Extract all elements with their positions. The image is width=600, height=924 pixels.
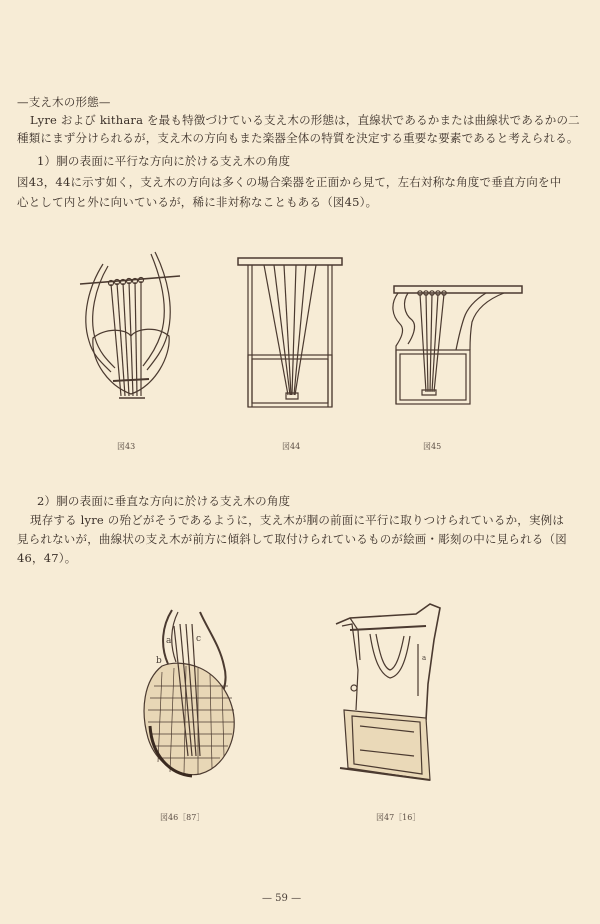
figure-46-lyre-shell bbox=[140, 606, 260, 784]
intro-line-1: Lyre および kithara を最も特徴づけている支え木の形態は，直線状であるかまたは曲線状であるかの二 bbox=[30, 113, 580, 127]
fig46-label-c: c bbox=[196, 634, 202, 644]
subsection-2-line-1: 現存する lyre の殆どがそうであるように，支え木が胴の前面に平行に取りつけられているか，実例は bbox=[30, 513, 565, 527]
subsection-2-line-3: 46，47）。 bbox=[17, 551, 77, 565]
caption-fig43: 図43 bbox=[117, 442, 136, 451]
subsection-1-line-1: 図43，44に示す如く，支え木の方向は多くの場合楽器を正面から見て，左右対称な角度で垂直方向を中 bbox=[17, 175, 562, 189]
fig46-label-a: a bbox=[166, 636, 172, 646]
section-title: —支え木の形態— bbox=[17, 95, 111, 109]
caption-fig47: 図47［16］ bbox=[376, 813, 421, 822]
figure-47-kithara-side bbox=[330, 600, 452, 786]
figure-45-kithara-asymmetric bbox=[386, 282, 526, 410]
intro-line-2: 種類にまず分けられるが，支え木の方向もまた楽器全体の特質を決定する重要な要素であると考えられる。 bbox=[17, 131, 579, 145]
caption-fig44: 図44 bbox=[282, 442, 301, 451]
fig47-label-a: a bbox=[422, 654, 427, 662]
subsection-1-heading: 1）胴の表面に平行な方向に於ける支え木の角度 bbox=[37, 154, 291, 168]
subsection-2-line-2: 見られないが，曲線状の支え木が前方に傾斜して取付けられているものが絵画・彫刻の中に見られる（図 bbox=[17, 532, 567, 546]
subsection-1-line-2: 心として内と外に向いているが，稀に非対称なこともある（図45）。 bbox=[17, 195, 378, 209]
subsection-2-heading: 2）胴の表面に垂直な方向に於ける支え木の角度 bbox=[37, 494, 291, 508]
figure-43-lyre bbox=[75, 246, 185, 411]
caption-fig46: 図46［87］ bbox=[160, 813, 205, 822]
caption-fig45: 図45 bbox=[423, 442, 442, 451]
fig46-label-b: b bbox=[156, 656, 162, 666]
figure-44-kithara bbox=[234, 255, 346, 413]
page-number: — 59 — bbox=[262, 893, 302, 904]
